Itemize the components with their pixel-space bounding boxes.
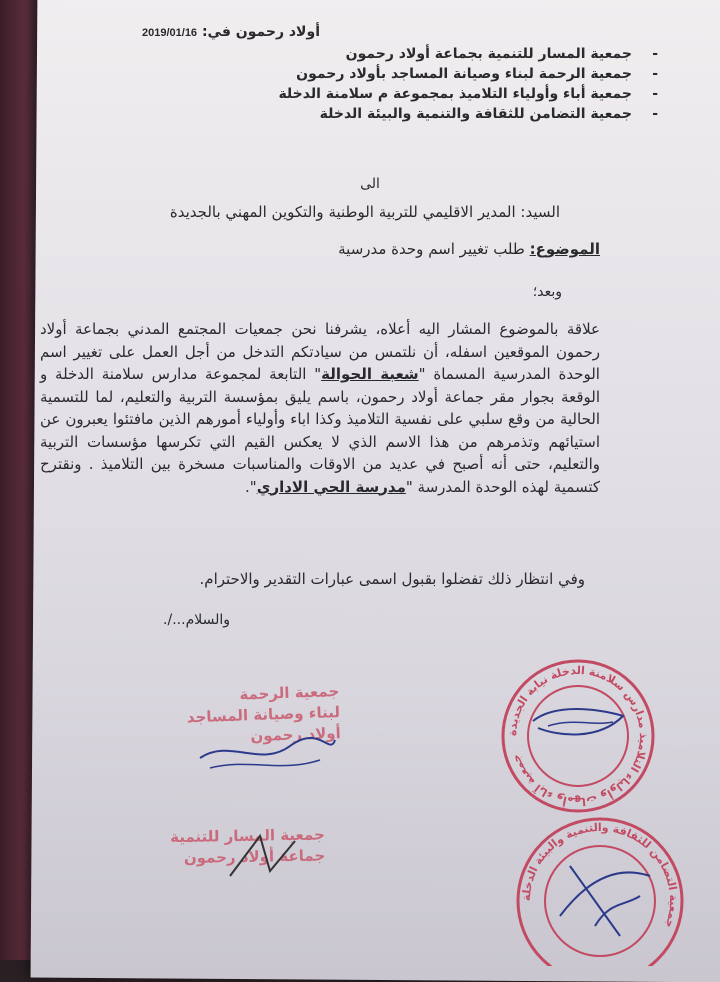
seal-solidarity-association <box>500 806 700 966</box>
associations-list <box>212 44 658 124</box>
stamp-rahma: جمعية الرحمة لبناء وصيانة المساجد أولاد رحمون <box>186 682 341 746</box>
to-label: الى <box>360 176 380 192</box>
signature-masar <box>210 826 320 886</box>
association-item: - جمعية أباء وأولياء التلاميذ بمجموعة م سلامنة الدخلة <box>278 86 658 102</box>
subject-label: الموضوع: <box>529 240 600 258</box>
stamp-masar: جمعية المسار للتنمية جماعة أولاد رحمون <box>170 825 326 867</box>
subject-text: طلب تغيير اسم وحدة مدرسية <box>338 240 530 258</box>
place-date-prefix: أولاد رحمون في: <box>201 24 320 40</box>
current-school-name: شعبة الحوالة <box>321 365 419 383</box>
association-item: - جمعية الرحمة لبناء وصيانة المساجد بأولاد رحمون <box>296 66 658 82</box>
svg-text:جمعية التضامن للثقافة والتنمية: جمعية التضامن للثقافة والتنمية والبيئة الدخلة <box>519 820 681 930</box>
letter-date: 2019/01/16 <box>142 27 198 39</box>
proposed-school-name: مدرسة الحي الاداري <box>256 477 406 496</box>
salutation: والسلام.../. <box>163 612 230 628</box>
letter-body: علاقة بالموضوع المشار اليه أعلاه، يشرفنا نحن جمعيات المجتمع المدني بجماعة أولاد رحمون الموقعين اسفله، أن نلتمس من سيادتكم التدخل من أجل العمل على تغيير اسم الوحدة المدرسية المسماة "شعبة الحوالة" التابعة لمجموعة مدارس سلامنة الدخلة و الوقعة بجوار مقر جماعة أولاد رحمون، باسم يليق بمؤسسة التربية والتعليم، لما للتسمية الحالية من وقع سلبي على نفسية التلاميذ وكذا اباء وأولياء أمورهم الذين مافتئوا يعبرون عن استيائهم وتذمرهم من هذا الاسم الذي لا يعكس القيم التي تكرسها مؤسسات التربية والتعليم، حتى أنه أصبح في عديد من الاوقات والمناسبات مسخرة بين التلاميذ . ونقترح كتسمية لهذه الوحدة المدرسة "مدرسة الحي الاداري". <box>40 320 600 496</box>
closing-line: وفي انتظار ذلك تفضلوا بقبول اسمى عبارات التقدير والاحترام. <box>199 570 585 588</box>
place-date <box>120 24 320 40</box>
subject-line <box>120 240 600 258</box>
opening-word: وبعد؛ <box>532 284 562 300</box>
signature-rahma <box>190 728 340 778</box>
association-item: - جمعية المسار للتنمية بجماعة أولاد رحمون <box>345 46 658 62</box>
svg-text:جمعية آباء وأمهات وأولياء التل: جمعية آباء وأمهات وأولياء التلاميذ مدارس سلامنة الدخلة نيابة الجديدة <box>505 663 651 809</box>
association-item: - جمعية التضامن للثقافة والتنمية والبيئة الدخلة <box>319 106 658 122</box>
seal-parents-association <box>498 656 658 816</box>
recipient-line: السيد: المدير الاقليمي للتربية الوطنية والتكوين المهني بالجديدة <box>169 203 560 221</box>
